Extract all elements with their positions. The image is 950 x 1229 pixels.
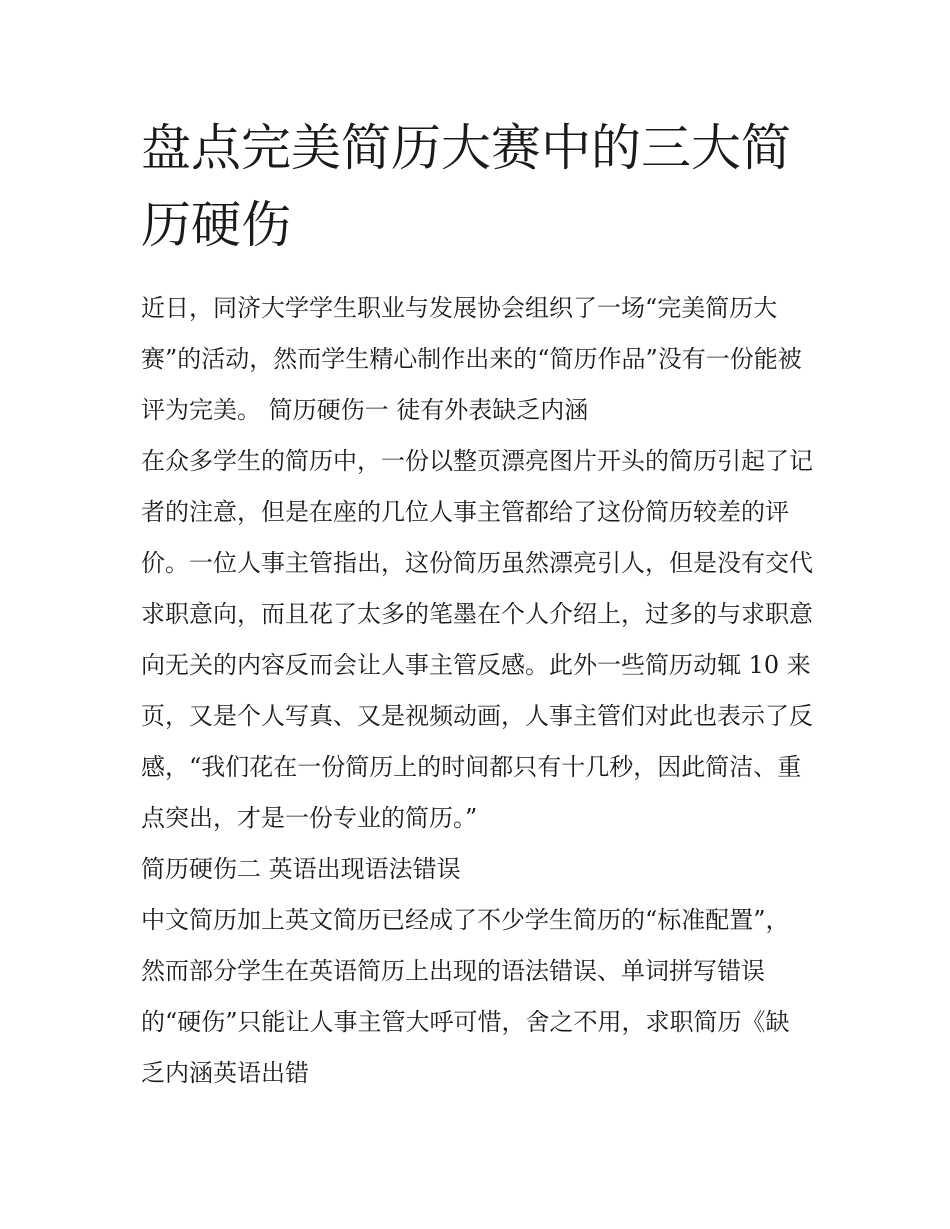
paragraph-flaw-two-heading: 简历硬伤二 英语出现语法错误 bbox=[141, 855, 461, 883]
document-page bbox=[141, 110, 813, 1099]
paragraph-intro: 近日，同济大学学生职业与发展协会组织了一场“完美简历大赛”的活动，然而学生精心制作出来的“简历作品”没有一份能被评为完美。 简历硬伤一 徒有外表缺乏内涵 bbox=[141, 294, 802, 424]
document-title: 盘点完美简历大赛中的三大简历硬伤 bbox=[141, 119, 791, 254]
paragraph-flaw-two-body: 中文简历加上英文简历已经成了不少学生简历的“标准配置”，然而部分学生在英语简历上出现的语法错误、单词拼写错误的“硬伤”只能让人事主管大呼可惜，舍之不用，求职简历《缺乏内涵英语出错 bbox=[141, 906, 790, 1087]
paragraph-flaw-one-body: 在众多学生的简历中，一份以整页漂亮图片开头的简历引起了记者的注意，但是在座的几位人事主管都给了这份简历较差的评价。一位人事主管指出，这份简历虽然漂亮引人，但是没有交代求职意向，而且花了太多的笔墨在个人介绍上，过多的与求职意向无关的内容反而会让人事主管反感。此外一些简历动辄 10 来页，又是个人写真、又是视频动画，人事主管们对此也表示了反感，“我们花在一份简历上的时间都只有十几秒，因此简洁、重点突出，才是一份专业的简历。” bbox=[141, 447, 813, 832]
